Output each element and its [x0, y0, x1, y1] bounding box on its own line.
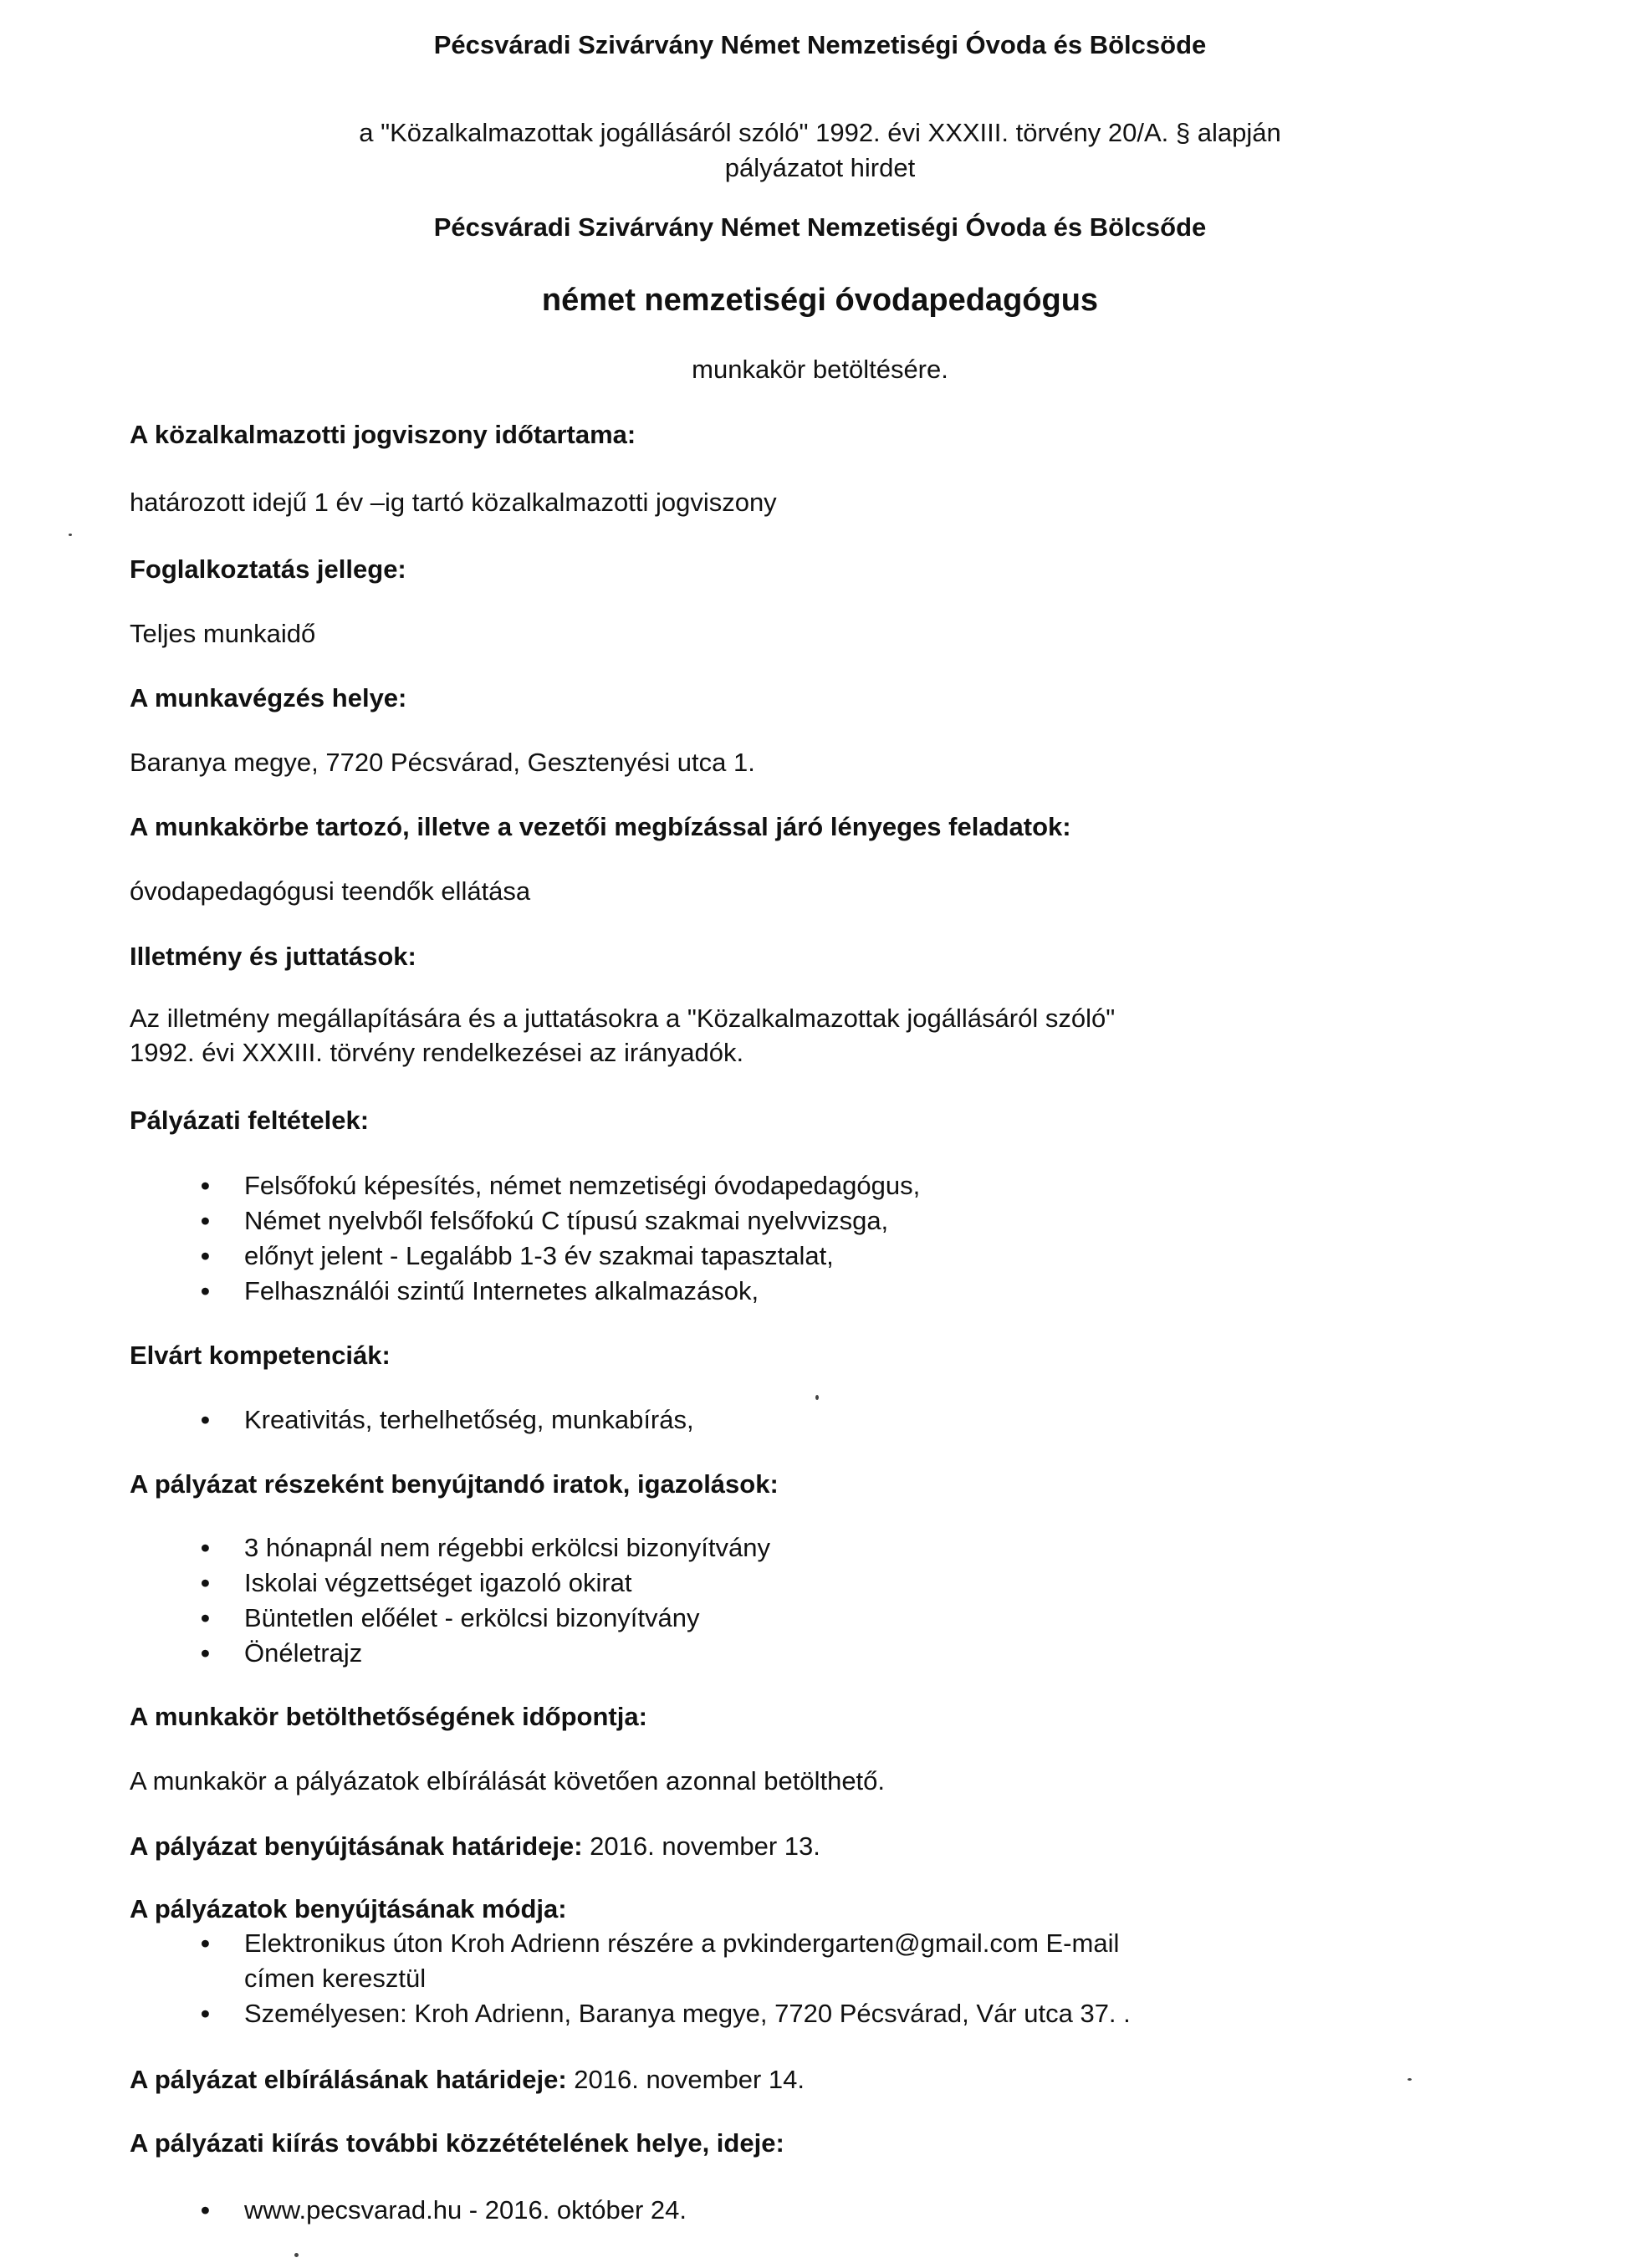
evaluation-value: 2016. november 14.	[566, 2065, 805, 2094]
list-item: • Önéletrajz	[201, 1636, 770, 1671]
position-suffix: munkakör betöltésére.	[692, 355, 948, 384]
list-item: • Felsőfokú képesítés, német nemzetiségi óvodapedagógus,	[201, 1168, 920, 1203]
list-item: • 3 hónapnál nem régebbi erkölcsi bizonyítvány	[201, 1530, 770, 1566]
start-text: A munkakör a pályázatok elbírálását követően azonnal betölthető.	[130, 1766, 886, 1796]
employment-text: Teljes munkaidő	[130, 619, 316, 648]
scan-speck	[69, 534, 72, 536]
scan-speck	[815, 1395, 819, 1400]
duration-text: határozott idejű 1 év –ig tartó közalkalmazotti jogviszony	[130, 488, 777, 517]
list-item: • www.pecsvarad.hu - 2016. október 24.	[201, 2193, 687, 2228]
intro-line-2: pályázatot hirdet	[724, 153, 916, 182]
workplace-heading: A munkavégzés helye:	[130, 683, 407, 713]
evaluation-label: A pályázat elbírálásának határideje:	[130, 2065, 567, 2094]
documents-heading: A pályázat részeként benyújtandó iratok, igazolások:	[130, 1469, 779, 1499]
employment-heading: Foglalkoztatás jellege:	[130, 554, 406, 584]
document-title: Pécsváradi Szivárvány Német Nemzetiségi Óvoda és Bölcsöde	[433, 30, 1207, 59]
competencies-heading: Elvárt kompetenciák:	[130, 1341, 391, 1370]
deadline-label: A pályázat benyújtásának határideje:	[130, 1831, 583, 1861]
competencies-list	[201, 1402, 694, 1438]
scan-speck	[294, 2253, 299, 2257]
evaluation-line	[130, 2065, 1501, 2095]
deadline-value: 2016. november 13.	[582, 1831, 820, 1861]
position-title: német nemzetiségi óvodapedagógus	[541, 283, 1099, 318]
submission-item-1-line-1: • Elektronikus úton Kroh Adrienn részére a pvkindergarten@gmail.com E-mail	[244, 1928, 1120, 1958]
requirements-list	[201, 1168, 920, 1309]
list-item: • előnyt jelent - Legalább 1-3 év szakmai tapasztalat,	[201, 1239, 920, 1274]
tasks-text: óvodapedagógusi teendők ellátása	[130, 876, 531, 906]
duration-heading: A közalkalmazotti jogviszony időtartama:	[130, 420, 636, 449]
list-item	[201, 1926, 1131, 1996]
list-item: • Iskolai végzettséget igazoló okirat	[201, 1566, 770, 1601]
salary-text-line-2: 1992. évi XXXIII. törvény rendelkezései az irányadók.	[130, 1038, 744, 1067]
deadline-line	[130, 1831, 1501, 1862]
employer-name: Pécsváradi Szivárvány Német Nemzetiségi Óvoda és Bölcsőde	[433, 212, 1207, 242]
salary-text	[130, 1001, 1501, 1070]
requirements-heading: Pályázati feltételek:	[130, 1106, 370, 1135]
workplace-text: Baranya megye, 7720 Pécsvárad, Gesztenyési utca 1.	[130, 748, 755, 777]
salary-text-line-1: Az illetmény megállapítására és a juttatásokra a "Közalkalmazottak jogállásáról szóló"	[130, 1004, 1116, 1033]
scan-speck	[1408, 2078, 1412, 2081]
publication-list	[201, 2193, 687, 2228]
submission-item-1-line-2: címen keresztül	[244, 1964, 427, 1993]
submission-list	[201, 1926, 1131, 2031]
list-item: • Kreativitás, terhelhetőség, munkabírás,	[201, 1402, 694, 1438]
publication-heading: A pályázati kiírás további közzétételének helye, ideje:	[130, 2128, 784, 2158]
list-item: • Felhasználói szintű Internetes alkalmazások,	[201, 1274, 920, 1309]
list-item: • Személyesen: Kroh Adrienn, Baranya megye, 7720 Pécsvárad, Vár utca 37. .	[201, 1996, 1131, 2031]
start-heading: A munkakör betölthetőségének időpontja:	[130, 1702, 647, 1731]
documents-list	[201, 1530, 770, 1671]
tasks-heading: A munkakörbe tartozó, illetve a vezetői megbízással járó lényeges feladatok:	[130, 812, 1071, 841]
list-item: • Német nyelvből felsőfokú C típusú szakmai nyelvvizsga,	[201, 1203, 920, 1239]
salary-heading: Illetmény és juttatások:	[130, 942, 416, 971]
intro-line-1: a "Közalkalmazottak jogállásáról szóló" 1992. évi XXXIII. törvény 20/A. § alapján	[359, 118, 1281, 147]
list-item: • Büntetlen előélet - erkölcsi bizonyítvány	[201, 1601, 770, 1636]
submission-heading: A pályázatok benyújtásának módja:	[130, 1894, 567, 1923]
